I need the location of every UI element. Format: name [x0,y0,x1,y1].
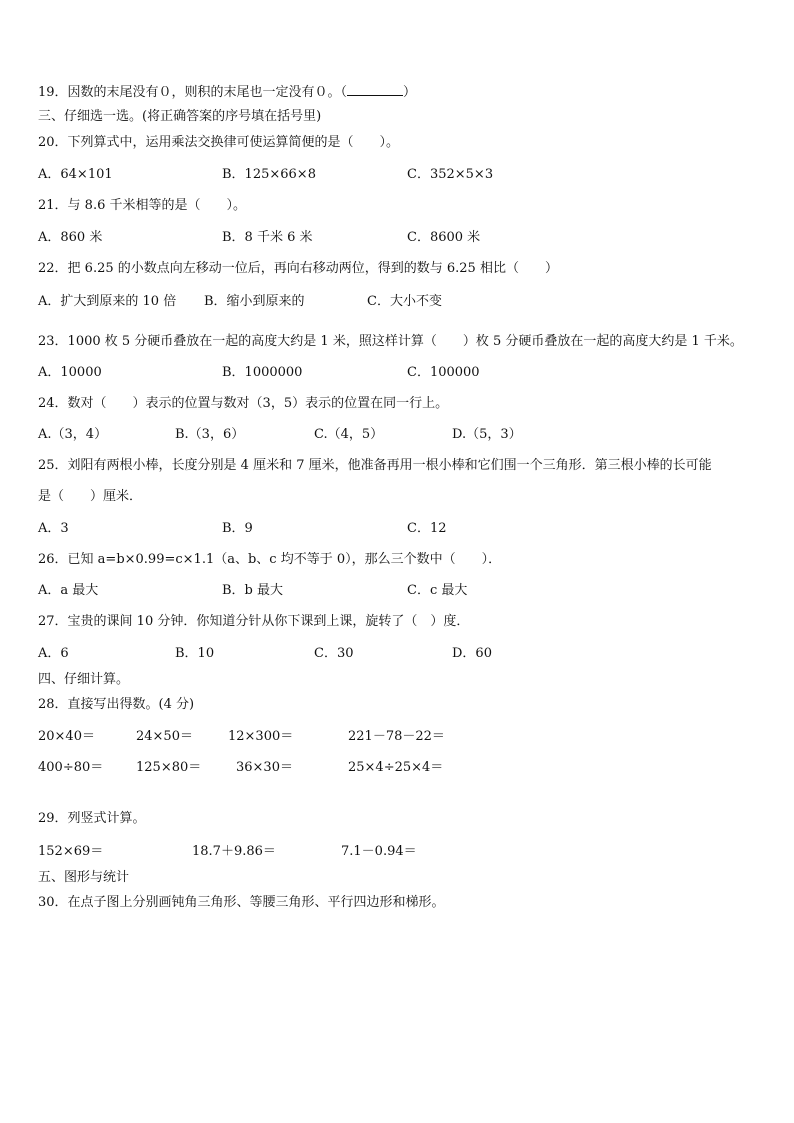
question-29: 29．列竖式计算。 [38,811,146,826]
question-20-option-a: A．64×101 [38,167,113,182]
question-27-option-a: A．6 [38,646,69,661]
question-27: 27．宝贵的课间 10 分钟．你知道分针从你下课到上课，旋转了（ ）度． [38,614,470,629]
question-22-option-b: B．缩小到原来的 [204,294,305,309]
question-21-option-a: A．860 米 [38,230,103,245]
question-24: 24．数对（ ）表示的位置与数对（3，5）表示的位置在同一行上。 [38,396,449,411]
calc-item: 125×80＝ [136,760,202,775]
question-26-option-b: B．b 最大 [222,583,284,598]
question-22-option-a: A．扩大到原来的 10 倍 [38,294,177,309]
calc-item: 20×40＝ [38,729,95,744]
question-20-option-c: C．352×5×3 [407,167,494,182]
question-25-line-1: 25．刘阳有两根小棒，长度分别是 4 厘米和 7 厘米，他准备再用一根小棒和它们围一个三角形．第三根小棒的长可能 [38,458,712,473]
section-5-heading: 五、图形与统计 [38,870,130,885]
question-27-option-d: D．60 [452,646,492,661]
question-30: 30．在点子图上分别画钝角三角形、等腰三角形、平行四边形和梯形。 [38,895,445,910]
section-4-heading: 四、仔细计算。 [38,672,130,687]
question-22-option-c: C．大小不变 [367,294,442,309]
calc-item: 24×50＝ [136,729,193,744]
question-25-option-a: A．3 [38,521,69,536]
question-28: 28．直接写出得数。(4 分) [38,697,195,712]
question-19-close: ） [403,85,417,100]
question-24-option-d: D.（5，3） [452,427,522,442]
question-20-option-b: B．125×66×8 [222,167,316,182]
question-26-option-c: C．c 最大 [407,583,468,598]
question-23-option-a: A．10000 [38,365,102,380]
question-26: 26．已知 a=b×0.99=c×1.1（a、b、c 均不等于 0），那么三个数中（ ）． [38,552,502,567]
calc-item: 25×4÷25×4＝ [348,760,444,775]
vertical-calc-item: 7.1－0.94＝ [341,844,417,859]
question-23-option-b: B．1000000 [222,365,303,380]
question-25-option-b: B．9 [222,521,253,536]
question-21: 21．与 8.6 千米相等的是（ ）。 [38,198,246,213]
section-3-heading: 三、仔细选一选。(将正确答案的序号填在括号里) [38,109,322,124]
question-22: 22．把 6.25 的小数点向左移动一位后，再向右移动两位，得到的数与 6.25 相比（ ） [38,261,558,276]
answer-blank[interactable] [347,83,403,96]
question-24-option-b: B.（3，6） [175,427,245,442]
question-21-option-b: B．8 千米 6 米 [222,230,313,245]
question-27-option-b: B．10 [175,646,215,661]
question-19 [38,83,416,102]
calc-item: 36×30＝ [236,760,293,775]
question-19-text: 19．因数的末尾没有０，则积的末尾也一定没有０。（ [38,85,348,100]
vertical-calc-item: 18.7＋9.86＝ [192,844,276,859]
vertical-calc-item: 152×69＝ [38,844,104,859]
question-26-option-a: A．a 最大 [38,583,99,598]
question-23: 23．1000 枚 5 分硬币叠放在一起的高度大约是 1 米，照这样计算（ ）枚 5 分硬币叠放在一起的高度大约是 1 千米。 [38,334,743,349]
question-20: 20．下列算式中，运用乘法交换律可使运算简便的是（ ）。 [38,135,400,150]
question-25-line-2: 是（ ）厘米． [38,489,143,504]
question-27-option-c: C．30 [314,646,354,661]
question-25-option-c: C．12 [407,521,447,536]
question-24-option-c: C.（4，5） [314,427,384,442]
calc-item: 221－78－22＝ [348,729,445,744]
calc-item: 12×300＝ [228,729,294,744]
question-24-option-a: A.（3，4） [38,427,108,442]
calc-item: 400÷80＝ [38,760,104,775]
question-21-option-c: C．8600 米 [407,230,481,245]
question-23-option-c: C．100000 [407,365,480,380]
